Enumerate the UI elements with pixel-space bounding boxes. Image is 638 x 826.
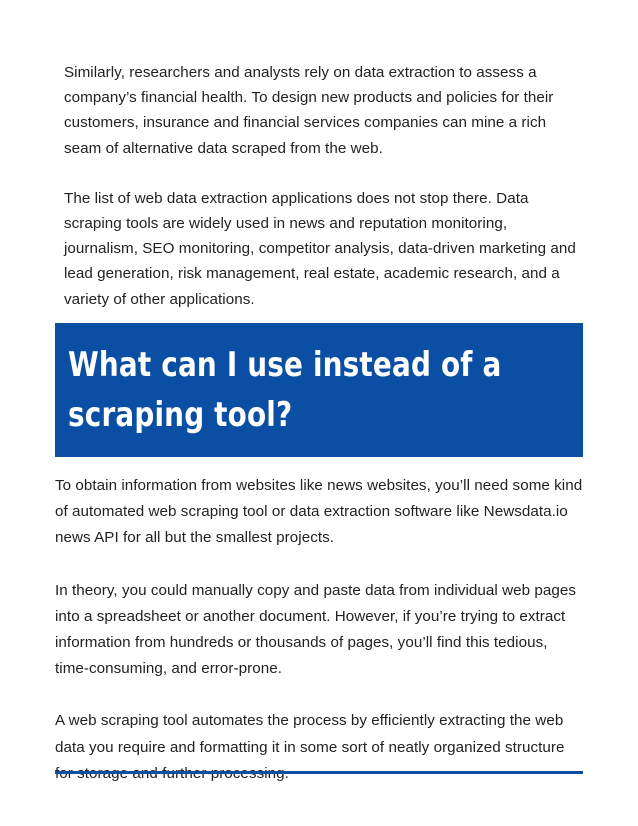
intro-paragraph-applications: The list of web data extraction applications does not stop there. Data scraping tools are widely used in news and reputation monitoring, journalism, SEO monitoring, competitor analysis, data-driven marketing and lead generation, risk management, real estate, academic research, and a variety of other applications. xyxy=(64,189,576,308)
section-body xyxy=(55,473,583,787)
intro-paragraph-financial-health: Similarly, researchers and analysts rely on data extraction to assess a company’s financial health. To design new products and policies for their customers, insurance and financial services companies can mine a rich seam of alternative data scraped from the web. xyxy=(64,64,554,157)
section-divider xyxy=(55,771,583,774)
section-paragraph-manual-copy: In theory, you could manually copy and paste data from individual web pages into a spreadsheet or another document. However, if you’re trying to extract information from hundreds or thousands of pages, you’ll find this tedious, time-consuming, and error-prone. xyxy=(55,581,576,678)
section-heading-banner xyxy=(55,323,583,457)
section-paragraph-obtain-information: To obtain information from websites like news websites, you’ll need some kind of automated web scraping tool or data extraction software like Newsdata.io news API for all but the smallest projects. xyxy=(55,477,583,547)
section-heading: What can I use instead of a scraping tool? xyxy=(68,345,502,435)
intro-text-block xyxy=(64,60,584,312)
section-paragraph-tool-automates: A web scraping tool automates the process by efficiently extracting the web data you require and formatting it in some sort of neatly organized structure xyxy=(55,712,565,756)
